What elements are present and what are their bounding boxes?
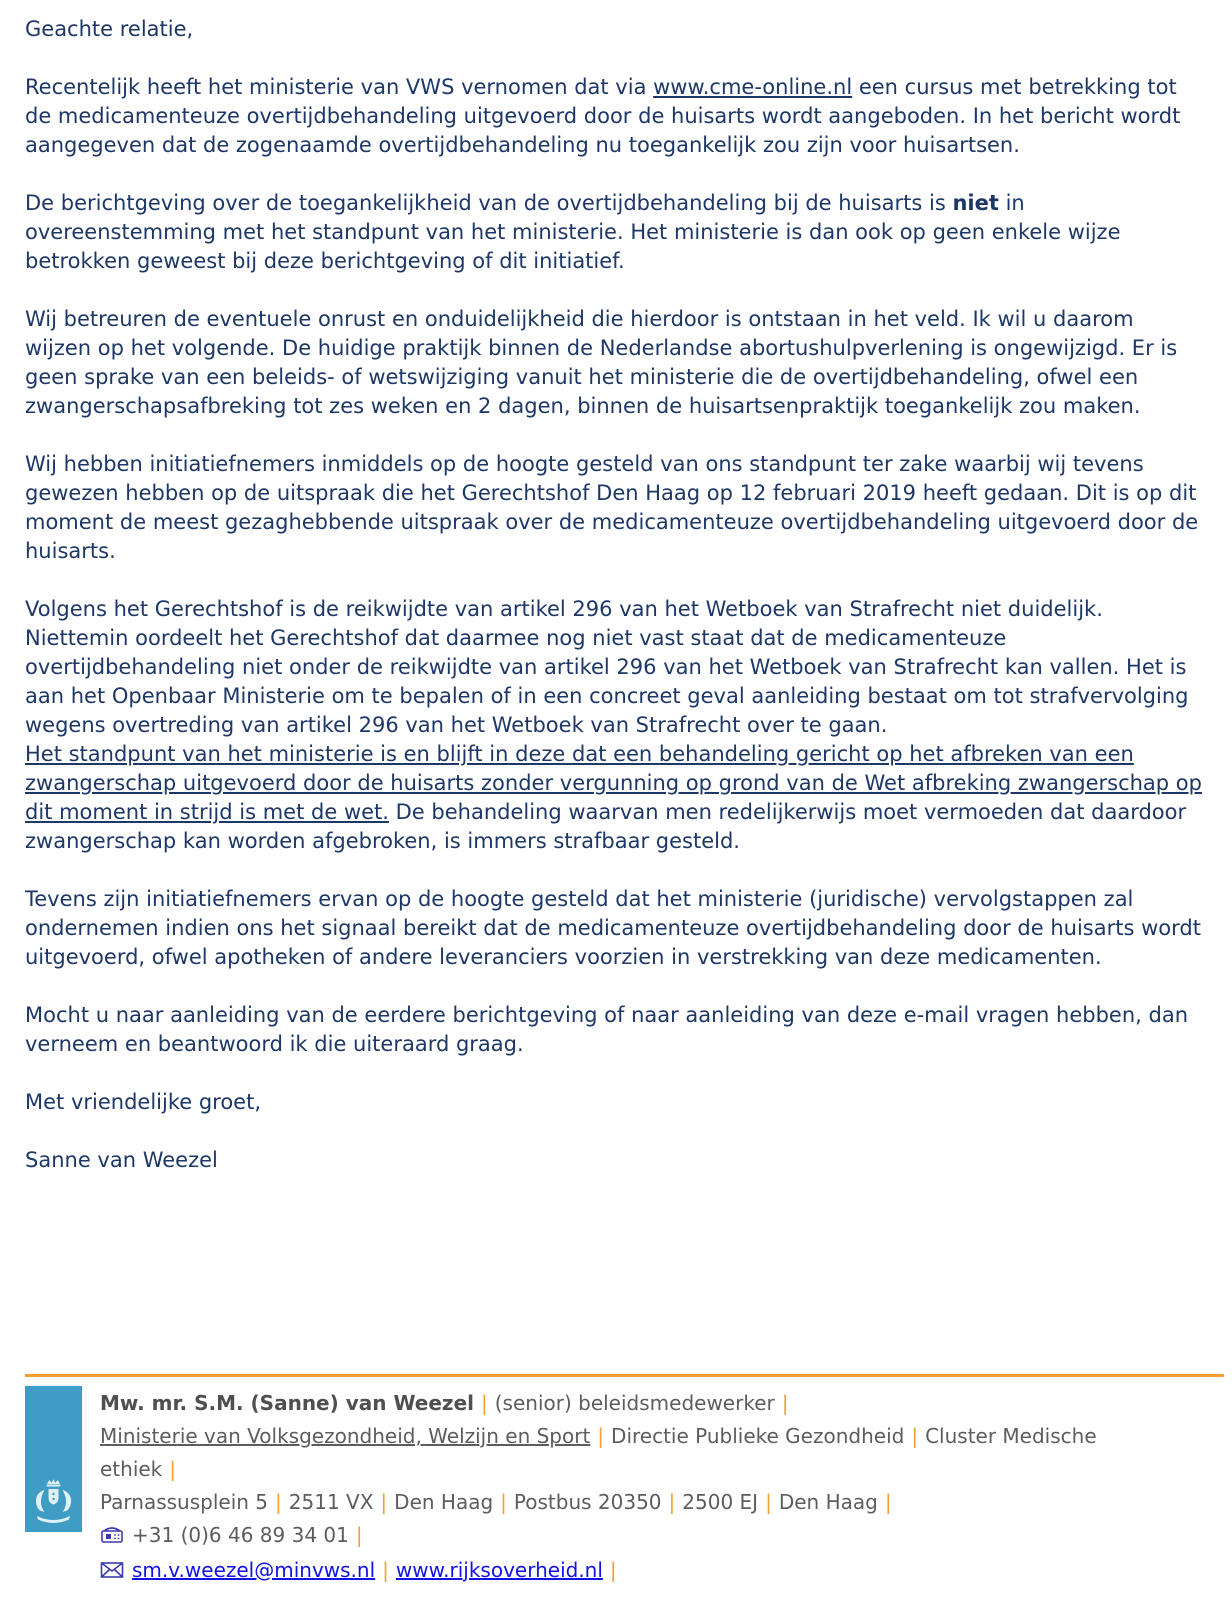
address-item: Postbus 20350 <box>513 1490 662 1514</box>
paragraph-betreuren: Wij betreuren de eventuele onrust en onduidelijkheid die hierdoor is ontstaan in het veld. Ik wil u daarom wijzen op het volgende. De huidige praktijk binnen de Nederlandse abortushulpverlening is ongewijzigd. Er is geen sprake van een beleids- of wetswijziging vanuit het ministerie die de overtijdbehandeling, ofwel een zwangerschapsafbreking tot zes weken en 2 dagen, binnen de huisartsenpraktijk toegankelijk zou maken. <box>25 307 1178 418</box>
address-item: 2500 EJ <box>682 1490 759 1514</box>
sender-name: Sanne van Weezel <box>25 1148 218 1172</box>
paragraph-gerechtshof: Volgens het Gerechtshof is de reikwijdte van artikel 296 van het Wetboek van Strafrecht niet duidelijk. Niettemin oordeelt het Gerechtshof dat daarmee nog niet vast staat dat de medicamenteuze overtijdbehandeling niet onder de reikwijdte van artikel 296 van het Wetboek van Strafrecht kan vallen. Het is aan het Openbaar Ministerie om te bepalen of in een concreet geval aanleiding bestaat om tot strafvervolging wegens overtreding van artikel 296 van het Wetboek van Strafrecht over te gaan. <box>25 597 1189 737</box>
signature-separator: | <box>668 1490 676 1514</box>
closing: Met vriendelijke groet, <box>25 1090 262 1114</box>
signature-separator: | <box>781 1391 789 1415</box>
coat-of-arms-icon <box>31 1476 76 1528</box>
signature-separator: | <box>765 1490 772 1514</box>
greeting-text: Geachte relatie, <box>25 17 194 41</box>
signature-separator: | <box>355 1523 363 1547</box>
signature-separator: | <box>275 1490 282 1514</box>
signature-separator: | <box>500 1490 507 1514</box>
berichtgeving-pre: De berichtgeving over de toegankelijkheid van de overtijdbehandeling bij de huisarts is <box>25 191 953 215</box>
intro-text-pre: Recentelijk heeft het ministerie van VWS vernomen dat via <box>25 75 654 99</box>
signature-line-address <box>100 1486 1184 1519</box>
signature-text <box>100 1387 1184 1589</box>
signature-separator: | <box>481 1391 488 1415</box>
greeting <box>25 15 1206 44</box>
berichtgeving-post: in overeenstemming met het standpunt van het ministerie. Het ministerie is dan ook op geen enkele wijze betrokken geweest bij deze berichtgeving of dit initiatief. <box>25 191 1121 273</box>
standpunt-post: De behandeling waarvan men redelijkerwijs moet vermoeden dat daardoor zwangerschap kan worden afgebroken, is immers strafbaar gesteld. <box>25 800 1187 853</box>
signature-separator: | <box>911 1424 919 1448</box>
orange-divider <box>25 1374 1224 1377</box>
signature-line-name <box>100 1387 1184 1420</box>
signature-separator: | <box>380 1490 388 1514</box>
signature-separator: | <box>609 1558 617 1582</box>
directie-text: Directie Publieke Gezondheid <box>611 1424 905 1448</box>
address-item: Parnassusplein 5 <box>100 1490 269 1514</box>
signature-name: Mw. mr. S.M. (Sanne) van Weezel <box>100 1391 474 1415</box>
signature-line-phone <box>100 1519 1184 1554</box>
signature-block <box>0 1374 1232 1604</box>
signature-role: (senior) beleidsmedewerker <box>494 1391 775 1415</box>
website-link[interactable]: www.rijksoverheid.nl <box>395 1558 603 1582</box>
paragraph-berichtgeving <box>25 189 1206 276</box>
paragraph-initiatiefnemers: Wij hebben initiatiefnemers inmiddels op de hoogte gesteld van ons standpunt ter zake waarbij wij tevens gewezen hebben op de uitspraak die het Gerechtshof Den Haag op 12 februari 2019 heeft gedaan. Dit is op dit moment de meest gezaghebbende uitspraak over de medicamenteuze overtijdbehandeling uitgevoerd door de huisarts. <box>25 452 1199 563</box>
paragraph-vervolgstappen: Tevens zijn initiatiefnemers ervan op de hoogte gesteld dat het ministerie (juridische) vervolgstappen zal ondernemen indien ons het signaal bereikt dat de medicamenteuze overtijdbehandeling door de huisarts wordt uitgevoerd, ofwel apotheken of andere leveranciers voorzien in verstrekking van deze medicamenten. <box>25 887 1201 969</box>
email-link[interactable]: sm.v.weezel@minvws.nl <box>132 1558 376 1582</box>
paragraph-standpunt <box>25 740 1206 856</box>
cluster-text: Cluster Medische ethiek <box>100 1424 1097 1481</box>
cme-online-link[interactable]: www.cme-online.nl <box>653 75 853 99</box>
signature-line-email <box>100 1554 1184 1589</box>
rijksoverheid-logo <box>25 1386 82 1532</box>
address-item: 2511 VX <box>288 1490 374 1514</box>
standpunt-underlined-text: Het standpunt van het ministerie is en blijft in deze dat een behandeling gericht op het afbreken van een zwangerschap uitgevoerd door de huisarts zonder vergunning op grond van de Wet afbreking zwangerschap op dit moment in strijd is met de wet. <box>25 742 1202 824</box>
signature-separator: | <box>884 1490 892 1514</box>
emphasis-niet: niet <box>952 191 999 215</box>
phone-icon <box>100 1521 124 1554</box>
intro-text-post: een cursus met betrekking tot de medicamenteuze overtijdbehandeling uitgevoerd door de huisarts wordt aangeboden. In het bericht wordt aangegeven dat de zogenaamde overtijdbehandeling nu toegankelijk zou zijn voor huisartsen. <box>25 75 1181 157</box>
signature-separator: | <box>597 1424 605 1448</box>
phone-number: +31 (0)6 46 89 34 01 <box>132 1523 349 1547</box>
address-item: Den Haag <box>394 1490 494 1514</box>
signature-separator: | <box>382 1558 389 1582</box>
envelope-icon <box>100 1556 124 1589</box>
signature-separator: | <box>169 1457 177 1481</box>
ministry-link[interactable]: Ministerie van Volksgezondheid, Welzijn en Sport <box>100 1424 591 1448</box>
address-item: Den Haag <box>778 1490 878 1514</box>
signature-line-organisation <box>100 1420 1184 1486</box>
paragraph-vragen: Mocht u naar aanleiding van de eerdere berichtgeving of naar aanleiding van deze e-mail vragen hebben, dan verneem en beantwoord ik die uiteraard graag. <box>25 1003 1188 1056</box>
paragraph-intro <box>25 73 1206 160</box>
email-body <box>25 15 1206 1204</box>
